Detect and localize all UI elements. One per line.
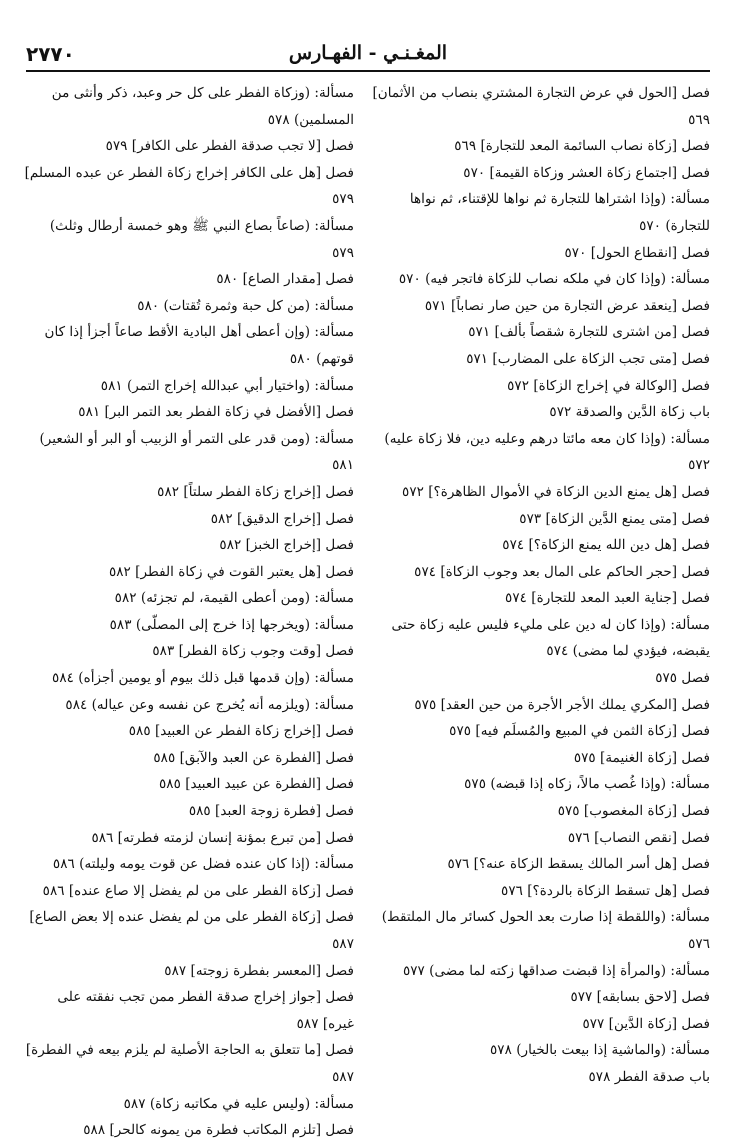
index-entry [365,1011,710,1038]
index-entry [365,80,710,133]
index-entry [24,506,354,533]
index-entry [24,1091,354,1118]
index-entry-text: فصل [المعسر بفطرة زوجته] ٥٨٧ [164,962,354,979]
index-entry [24,585,354,612]
index-entry [365,346,710,373]
index-entry-text: فصل ٥٧٥ [655,670,710,687]
index-column-right [365,80,710,1091]
index-entry [365,825,710,852]
index-entry-text: فصل [هل يمنع الدين الزكاة في الأموال الظاهرة؟] ٥٧٢ [402,483,710,500]
index-entry [365,559,710,586]
index-entry-text: فصل [من اشترى للتجارة شقصاً بألف] ٥٧١ [468,324,710,341]
index-entry-text: مسألة: (وليس عليه في مكاتبه زكاة) ٥٨٧ [123,1095,354,1112]
index-entry [365,373,710,400]
index-entry-text: مسألة: (وإن قدمها قبل ذلك بيوم أو يومين أجزأه) ٥٨٤ [52,670,354,687]
index-entry-text: فصل [المكري يملك الأجر الأجرة من حين العقد] ٥٧٥ [414,696,710,713]
index-entry-text: مسألة: (وإذا كان في ملكه نصاب للزكاة فاتجر فيه) ٥٧٠ [398,271,710,288]
index-entry-text: مسألة: (وإذا كان معه مائتا درهم وعليه دين، فلا زكاة عليه) ٥٧٢ [384,430,710,474]
index-entry-text: فصل [هل على الكافر إخراج زكاة الفطر عن عبده المسلم] ٥٧٩ [24,164,354,208]
index-entry [365,612,710,665]
index-entry-text: فصل [زكاة الفطر على من لم يفضل عنده إلا بعض الصاع] ٥٨٧ [29,909,354,952]
index-entry-text: مسألة: (واختيار أبي عبدالله إخراج التمر) ٥٨١ [100,377,354,394]
index-entry-text: مسألة: (وإذا اشتراها للتجارة ثم نواها للإقتناء، ثم نواها للتجارة) ٥٧٠ [409,191,710,234]
page-header [26,40,710,68]
index-entry [24,825,354,852]
index-entry-text: فصل [ينعقد عرض التجارة من حين صار نصاباً] ٥٧١ [424,297,710,314]
index-entry [24,638,354,665]
index-entry [365,479,710,506]
index-entry-text: فصل [الفطرة عن عبيد العبيد] ٥٨٥ [159,776,354,793]
index-entry-text: فصل [انقطاع الحول] ٥٧٠ [564,244,710,261]
index-entry [365,399,710,426]
index-entry-text: باب صدقة الفطر ٥٧٨ [588,1068,710,1085]
index-entry [24,399,354,426]
index-entry-text: فصل [فطرة زوجة العبد] ٥٨٥ [188,803,354,820]
index-entry-text: فصل [إخراج الدقيق] ٥٨٢ [210,510,354,527]
index-entry [365,160,710,187]
index-entry-text: فصل [مقدار الصاع] ٥٨٠ [216,271,354,288]
index-entry [365,904,710,957]
page-number: ٢٧٧٠ [26,42,75,66]
index-entry [365,718,710,745]
index-entry-text: مسألة: (من كل حبة وثمرة تُقتات) ٥٨٠ [137,297,354,314]
index-entry [24,798,354,825]
index-entry-text: فصل [لا تجب صدقة الفطر على الكافر] ٥٧٩ [105,138,354,155]
index-entry [24,160,354,213]
index-entry [365,1064,710,1091]
index-entry-text: فصل [جواز إخراج صدقة الفطر ممن تجب نفقته على غيره] ٥٨٧ [57,989,354,1032]
index-entry [365,585,710,612]
index-entry-text: فصل [زكاة الدَّين] ٥٧٧ [582,1015,710,1032]
index-entry [24,426,354,479]
index-entry-text: فصل [نقص النصاب] ٥٧٦ [567,829,710,846]
index-entry-text: فصل [الفطرة عن العبد والآبق] ٥٨٥ [153,749,354,766]
index-entry-text: فصل [هل أسر المالك يسقط الزكاة عنه؟] ٥٧٦ [447,856,710,873]
index-entry [24,293,354,320]
index-entry [365,266,710,293]
index-entry [24,1117,354,1144]
index-entry-text: مسألة: (وزكاة الفطر على كل حر وعبد، ذكر وأنثى من المسلمين) ٥٧٨ [51,85,354,128]
index-entry [24,612,354,639]
index-entry-text: فصل [حجر الحاكم على المال بعد وجوب الزكاة] ٥٧٤ [414,563,710,580]
index-entry-text: مسألة: (ومن قدر على التمر أو الزبيب أو البر أو الشعير) ٥٨١ [39,430,354,474]
index-entry-text: فصل [إخراج زكاة الفطر عن العبيد] ٥٨٥ [128,723,354,740]
index-entry-text: فصل [الأفضل في زكاة الفطر بعد التمر البر] ٥٨١ [78,404,354,421]
index-entry-text: فصل [متى يمنع الدَّين الزكاة] ٥٧٣ [519,510,710,527]
index-entry-text: فصل [زكاة الثمن في المبيع والمُسلَم فيه] ٥٧٥ [449,723,710,740]
index-entry [24,851,354,878]
index-entry-text: فصل [الوكالة في إخراج الزكاة] ٥٧٢ [507,377,710,394]
index-entry [365,692,710,719]
index-entry-text: مسألة: (وإذا غُصب مالاً، زكاه إذا قبضه) ٥٧٥ [464,776,710,793]
index-entry [24,559,354,586]
index-entry [365,426,710,479]
index-entry-text: فصل [إخراج الخبز] ٥٨٢ [219,537,354,554]
index-entry [24,984,354,1037]
index-entry-text: فصل [اجتماع زكاة العشر وزكاة القيمة] ٥٧٠ [463,164,710,181]
running-title: المغـنـي - الفهـارس [288,42,448,64]
index-entry [365,133,710,160]
index-entry-text: فصل [هل دين الله يمنع الزكاة؟] ٥٧٤ [502,537,710,554]
index-entry [24,904,354,957]
index-entry [24,878,354,905]
index-entry-text: فصل [لاحق بسابقه] ٥٧٧ [570,989,710,1006]
index-entry [365,851,710,878]
index-entry [365,745,710,772]
index-entry [365,506,710,533]
index-entry-text: مسألة: (والمرأة إذا قبضت صداقها زكته لما مضى) ٥٧٧ [402,962,710,979]
index-entry [24,771,354,798]
index-entry [24,319,354,372]
index-entry-text: فصل [متى تجب الزكاة على المضارب] ٥٧١ [466,350,710,367]
index-entry-text: فصل [ما تتعلق به الحاجة الأصلية لم يلزم بيعه في الفطرة] ٥٨٧ [25,1042,354,1085]
header-rule [26,70,710,72]
index-entry [24,213,354,266]
index-entry [365,984,710,1011]
index-entry [24,665,354,692]
index-entry [24,373,354,400]
index-entry-text: فصل [تلزم المكاتب فطرة من يمونه كالحر] ٥٨٨ [83,1122,354,1139]
index-entry-text: فصل [الحول في عرض التجارة المشتري بنصاب من الأثمان] ٥٦٩ [372,85,710,128]
index-entry-text: فصل [هل يعتبر القوت في زكاة الفطر] ٥٨٢ [108,563,354,580]
index-entry [24,133,354,160]
index-entry-text: مسألة: (واللقطة إذا صارت بعد الحول كسائر مال الملتقط) ٥٧٦ [381,909,710,952]
index-entry-text: فصل [وقت وجوب زكاة الفطر] ٥٨٣ [152,643,354,660]
index-entry-text: مسألة: (صاعاً بصاع النبي ﷺ وهو خمسة أرطال وثلث) ٥٧٩ [49,217,354,261]
index-entry-text: فصل [زكاة نصاب السائمة المعد للتجارة] ٥٦٩ [454,138,710,155]
index-entry [365,1037,710,1064]
index-entry-text: مسألة: (ويلزمه أنه يُخرج عن نفسه وعن عياله) ٥٨٤ [65,696,354,713]
index-entry-text: فصل [زكاة المغصوب] ٥٧٥ [557,803,710,820]
index-entry [365,878,710,905]
index-entry [24,479,354,506]
index-entry-text: باب زكاة الدَّين والصدقة ٥٧٢ [549,404,710,421]
index-entry [365,771,710,798]
index-entry [24,532,354,559]
index-entry [24,718,354,745]
index-entry [365,186,710,239]
index-entry [365,240,710,267]
index-entry [24,266,354,293]
index-entry [365,665,710,692]
index-entry-text: مسألة: (إذا كان عنده فضل عن قوت يومه وليلته) ٥٨٦ [52,856,354,873]
index-entry-text: فصل [هل تسقط الزكاة بالردة؟] ٥٧٦ [501,882,710,899]
index-entry [24,958,354,985]
index-entry [24,1037,354,1090]
index-entry [24,745,354,772]
index-entry-text: فصل [جناية العبد المعد للتجارة] ٥٧٤ [505,590,710,607]
index-entry [24,80,354,133]
index-entry-text: فصل [زكاة الغنيمة] ٥٧٥ [573,749,710,766]
index-entry [365,319,710,346]
index-entry-text: فصل [زكاة الفطر على من لم يفضل إلا صاع عنده] ٥٨٦ [42,882,354,899]
index-entry-text: مسألة: (والماشية إذا بيعت بالخيار) ٥٧٨ [490,1042,710,1059]
index-entry-text: فصل [إخراج زكاة الفطر سلتاً] ٥٨٢ [157,483,354,500]
index-entry [365,798,710,825]
index-entry-text: مسألة: (وإذا كان له دين على مليء فليس عليه زكاة حتى يقبضه، فيؤدي لما مضى) ٥٧٤ [391,616,710,660]
index-entry [365,293,710,320]
index-entry [24,692,354,719]
index-column-left [24,80,354,1144]
index-entry [365,532,710,559]
index-entry-text: فصل [من تبرع بمؤنة إنسان لزمته فطرته] ٥٨٦ [91,829,354,846]
index-entry-text: مسألة: (وإن أعطى أهل البادية الأقط صاعاً أجزأ إذا كان قوتهم) ٥٨٠ [44,324,354,367]
index-entry-text: مسألة: (ويخرجها إذا خرج إلى المصلّى) ٥٨٣ [109,616,354,633]
index-entry-text: مسألة: (ومن أعطى القيمة، لم تجزئه) ٥٨٢ [114,590,354,607]
index-entry [365,958,710,985]
